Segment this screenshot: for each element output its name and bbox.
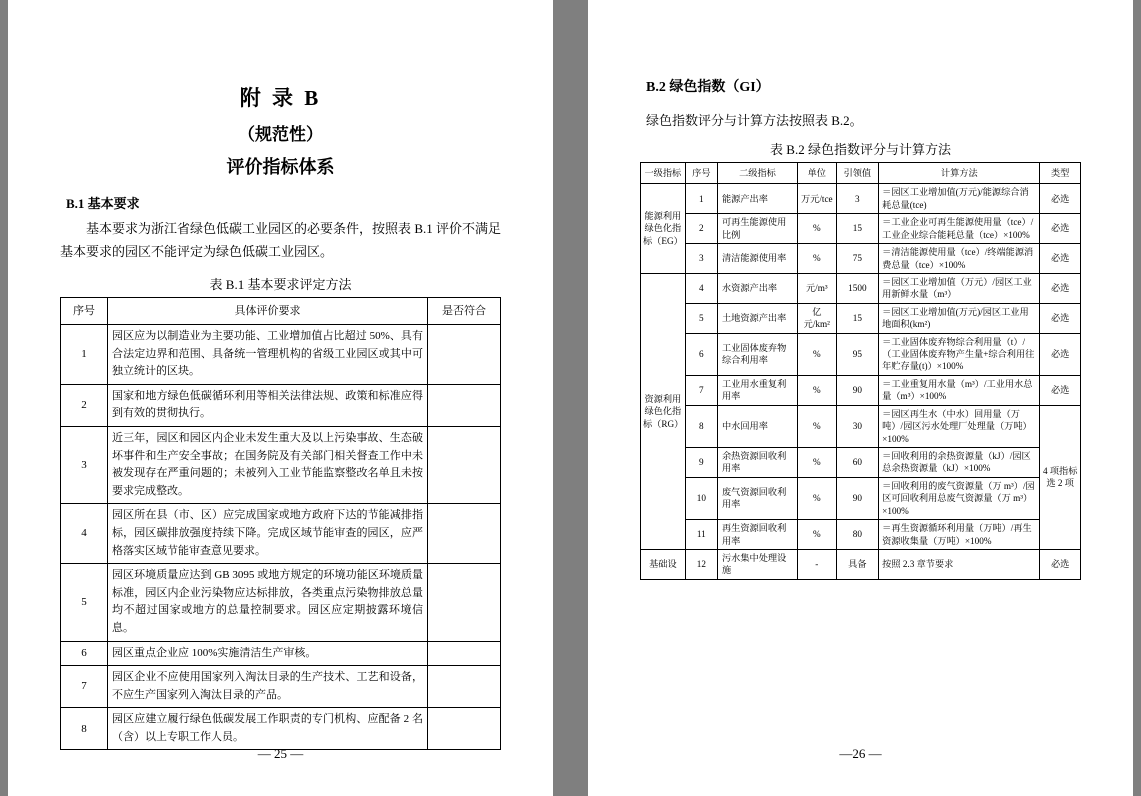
row-no: 6 [685, 333, 717, 375]
row-no: 6 [61, 641, 108, 666]
row-value: 15 [836, 214, 879, 244]
row-type: 必选 [1040, 244, 1081, 274]
row-type: 必选 [1040, 184, 1081, 214]
group-name-eg: 能源利用绿色化指标（EG） [641, 184, 686, 274]
row-indicator: 水资源产出率 [717, 273, 797, 303]
row-unit: % [798, 520, 836, 550]
row-unit: % [798, 214, 836, 244]
row-value: 75 [836, 244, 879, 274]
page-number-right: —26 — [839, 746, 882, 761]
table-row [61, 426, 501, 503]
row-formula: ＝工业重复用水量（m³）/工业用水总量（m³）×100% [879, 375, 1040, 405]
appendix-subtitle: （规范性） [238, 125, 323, 144]
table-b2-header-no: 序号 [685, 163, 717, 184]
row-formula: 按照 2.3 章节要求 [879, 549, 1040, 579]
row-value: 3 [836, 184, 879, 214]
row-value: 90 [836, 375, 879, 405]
row-requirement: 园区企业不应使用国家列入淘汰目录的生产技术、工艺和设备，不应生产国家列入淘汰目录的产品。 [108, 666, 428, 708]
table-row [641, 448, 1081, 478]
row-no: 2 [61, 384, 108, 426]
row-indicator: 中水回用率 [717, 405, 797, 447]
table-row [61, 504, 501, 564]
table-row [641, 214, 1081, 244]
row-indicator: 可再生能源使用比例 [717, 214, 797, 244]
table-row [61, 708, 501, 750]
table-row [641, 273, 1081, 303]
row-no: 4 [685, 273, 717, 303]
row-formula: ＝工业企业可再生能源使用量（tce）/工业企业综合能耗总量（tce）×100% [879, 214, 1040, 244]
page-right [588, 0, 1133, 796]
row-type: 必选 [1040, 303, 1081, 333]
row-conform [428, 641, 501, 666]
table-row [641, 477, 1081, 519]
row-unit: % [798, 333, 836, 375]
row-indicator: 清洁能源使用率 [717, 244, 797, 274]
table-row [641, 405, 1081, 447]
table-b2-header-row [641, 163, 1081, 184]
row-unit: % [798, 477, 836, 519]
row-type: 必选 [1040, 375, 1081, 405]
table-b2-header-unit: 单位 [798, 163, 836, 184]
row-conform [428, 564, 501, 641]
row-conform [428, 325, 501, 385]
row-requirement: 园区所在县（市、区）应完成国家或地方政府下达的节能减排指标，园区碳排放强度持续下降。完成区域节能审查的园区，应严格落实区域节能审查意见要求。 [108, 504, 428, 564]
row-indicator: 余热资源回收利用率 [717, 448, 797, 478]
table-row [641, 520, 1081, 550]
row-requirement: 近三年，园区和园区内企业未发生重大及以上污染事故、生态破坏事件和生产安全事故；在国务院及有关部门相关督查工作中未被发现存在严重问题的；未被列入工业节能监察整改名单且未按要求完成整改。 [108, 426, 428, 503]
appendix-subtitle2: 评价指标体系 [226, 157, 335, 177]
row-unit: % [798, 448, 836, 478]
row-value: 95 [836, 333, 879, 375]
table-b1 [60, 297, 501, 751]
table-row [61, 641, 501, 666]
table-row [641, 333, 1081, 375]
table-b2-header-level2: 二级指标 [717, 163, 797, 184]
row-formula: ＝工业固体废弃物综合利用量（t）/（工业固体废弃物产生量+综合利用往年贮存量(t)）×100% [879, 333, 1040, 375]
row-value: 具备 [836, 549, 879, 579]
row-type-merged: 4 项指标选 2 项 [1040, 405, 1081, 549]
row-no: 4 [61, 504, 108, 564]
row-no: 3 [61, 426, 108, 503]
row-type: 必选 [1040, 214, 1081, 244]
table-b2-header-value: 引领值 [836, 163, 879, 184]
row-no: 9 [685, 448, 717, 478]
row-no: 1 [61, 325, 108, 385]
row-unit: 万元/tce [798, 184, 836, 214]
row-value: 90 [836, 477, 879, 519]
row-conform [428, 708, 501, 750]
row-unit: % [798, 244, 836, 274]
row-formula: ＝园区工业增加值(万元)/园区工业用地面积(km²) [879, 303, 1040, 333]
table-b2 [640, 162, 1081, 580]
table-b1-header-no: 序号 [61, 297, 108, 325]
row-no: 10 [685, 477, 717, 519]
row-indicator: 再生资源回收利用率 [717, 520, 797, 550]
table-b1-header-ok: 是否符合 [428, 297, 501, 325]
row-no: 7 [61, 666, 108, 708]
row-unit: 元/m³ [798, 273, 836, 303]
page-number-left: — 25 — [257, 746, 304, 761]
row-formula: ＝园区再生水（中水）回用量（万吨）/园区污水处理厂处理量（万吨）×100% [879, 405, 1040, 447]
row-unit: 亿元/km² [798, 303, 836, 333]
row-unit: % [798, 405, 836, 447]
row-no: 11 [685, 520, 717, 550]
row-no: 7 [685, 375, 717, 405]
table-b2-header-formula: 计算方法 [879, 163, 1040, 184]
group-name-rg: 资源利用绿色化指标（RG） [641, 273, 686, 549]
row-formula: ＝再生资源循环利用量（万吨）/再生资源收集量（万吨）×100% [879, 520, 1040, 550]
row-requirement: 国家和地方绿色低碳循环利用等相关法律法规、政策和标准应得到有效的贯彻执行。 [108, 384, 428, 426]
row-value: 1500 [836, 273, 879, 303]
row-no: 2 [685, 214, 717, 244]
row-no: 8 [685, 405, 717, 447]
row-indicator: 能源产出率 [717, 184, 797, 214]
table-b1-caption: 表 B.1 基本要求评定方法 [209, 276, 352, 292]
table-row [641, 184, 1081, 214]
table-row [641, 375, 1081, 405]
row-type: 必选 [1040, 333, 1081, 375]
row-no: 3 [685, 244, 717, 274]
row-formula: ＝园区工业增加值（万元）/园区工业用新鲜水量（m³） [879, 273, 1040, 303]
row-type: 必选 [1040, 273, 1081, 303]
table-b1-header-req: 具体评价要求 [108, 297, 428, 325]
row-indicator: 土地资源产出率 [717, 303, 797, 333]
row-formula: ＝回收利用的废气资源量（万 m³）/园区可回收利用总废气资源量（万 m³）×100% [879, 477, 1040, 519]
table-row [61, 666, 501, 708]
row-indicator: 工业用水重复利用率 [717, 375, 797, 405]
row-requirement: 园区应建立履行绿色低碳发展工作职责的专门机构、应配备 2 名（含）以上专职工作人员。 [108, 708, 428, 750]
row-formula: ＝清洁能源使用量（tce）/终端能源消费总量（tce）×100% [879, 244, 1040, 274]
table-row [61, 384, 501, 426]
table-row [641, 303, 1081, 333]
row-conform [428, 426, 501, 503]
row-formula: ＝园区工业增加值(万元)/能源综合消耗总量(tce) [879, 184, 1040, 214]
row-value: 15 [836, 303, 879, 333]
row-unit: % [798, 375, 836, 405]
table-b2-header-level1: 一级指标 [641, 163, 686, 184]
row-unit: - [798, 549, 836, 579]
row-no: 12 [685, 549, 717, 579]
table-row [641, 549, 1081, 579]
row-requirement: 园区应为以制造业为主要功能、工业增加值占比超过 50%、具有合法定边界和范围、具备统一管理机构的省级工业园区或其中可独立统计的区块。 [108, 325, 428, 385]
row-conform [428, 504, 501, 564]
table-row [61, 325, 501, 385]
row-requirement: 园区重点企业应 100%实施清洁生产审核。 [108, 641, 428, 666]
section-b2-paragraph: 绿色指数评分与计算方法按照表 B.2。 [646, 113, 863, 128]
row-conform [428, 666, 501, 708]
row-no: 5 [61, 564, 108, 641]
row-conform [428, 384, 501, 426]
group-name-infra: 基础设 [641, 549, 686, 579]
row-value: 30 [836, 405, 879, 447]
page-left [8, 0, 553, 796]
row-value: 80 [836, 520, 879, 550]
row-no: 1 [685, 184, 717, 214]
row-no: 8 [61, 708, 108, 750]
table-row [61, 564, 501, 641]
appendix-title: 附 录 B [239, 86, 322, 110]
section-b2-heading: B.2 绿色指数（GI） [646, 80, 770, 95]
row-value: 60 [836, 448, 879, 478]
row-no: 5 [685, 303, 717, 333]
row-indicator: 污水集中处理设施 [717, 549, 797, 579]
row-type: 必选 [1040, 549, 1081, 579]
row-formula: ＝回收利用的余热资源量（kJ）/园区总余热资源量（kJ）×100% [879, 448, 1040, 478]
row-indicator: 废气资源回收利用率 [717, 477, 797, 519]
section-b1-paragraph: 基本要求为浙江省绿色低碳工业园区的必要条件，按照表 B.1 评价不满足基本要求的园区不能评定为绿色低碳工业园区。 [60, 221, 501, 259]
section-b1-heading: B.1 基本要求 [66, 196, 140, 211]
table-b2-caption: 表 B.2 绿色指数评分与计算方法 [770, 142, 951, 157]
row-indicator: 工业固体废弃物综合利用率 [717, 333, 797, 375]
table-b2-header-type: 类型 [1040, 163, 1081, 184]
table-row [641, 244, 1081, 274]
row-requirement: 园区环境质量应达到 GB 3095 或地方规定的环境功能区环境质量标准，园区内企业污染物应达标排放，各类重点污染物排放总量均不超过国家或地方的总量控制要求。园区应定期披露环境信息。 [108, 564, 428, 641]
table-b1-header-row [61, 297, 501, 325]
